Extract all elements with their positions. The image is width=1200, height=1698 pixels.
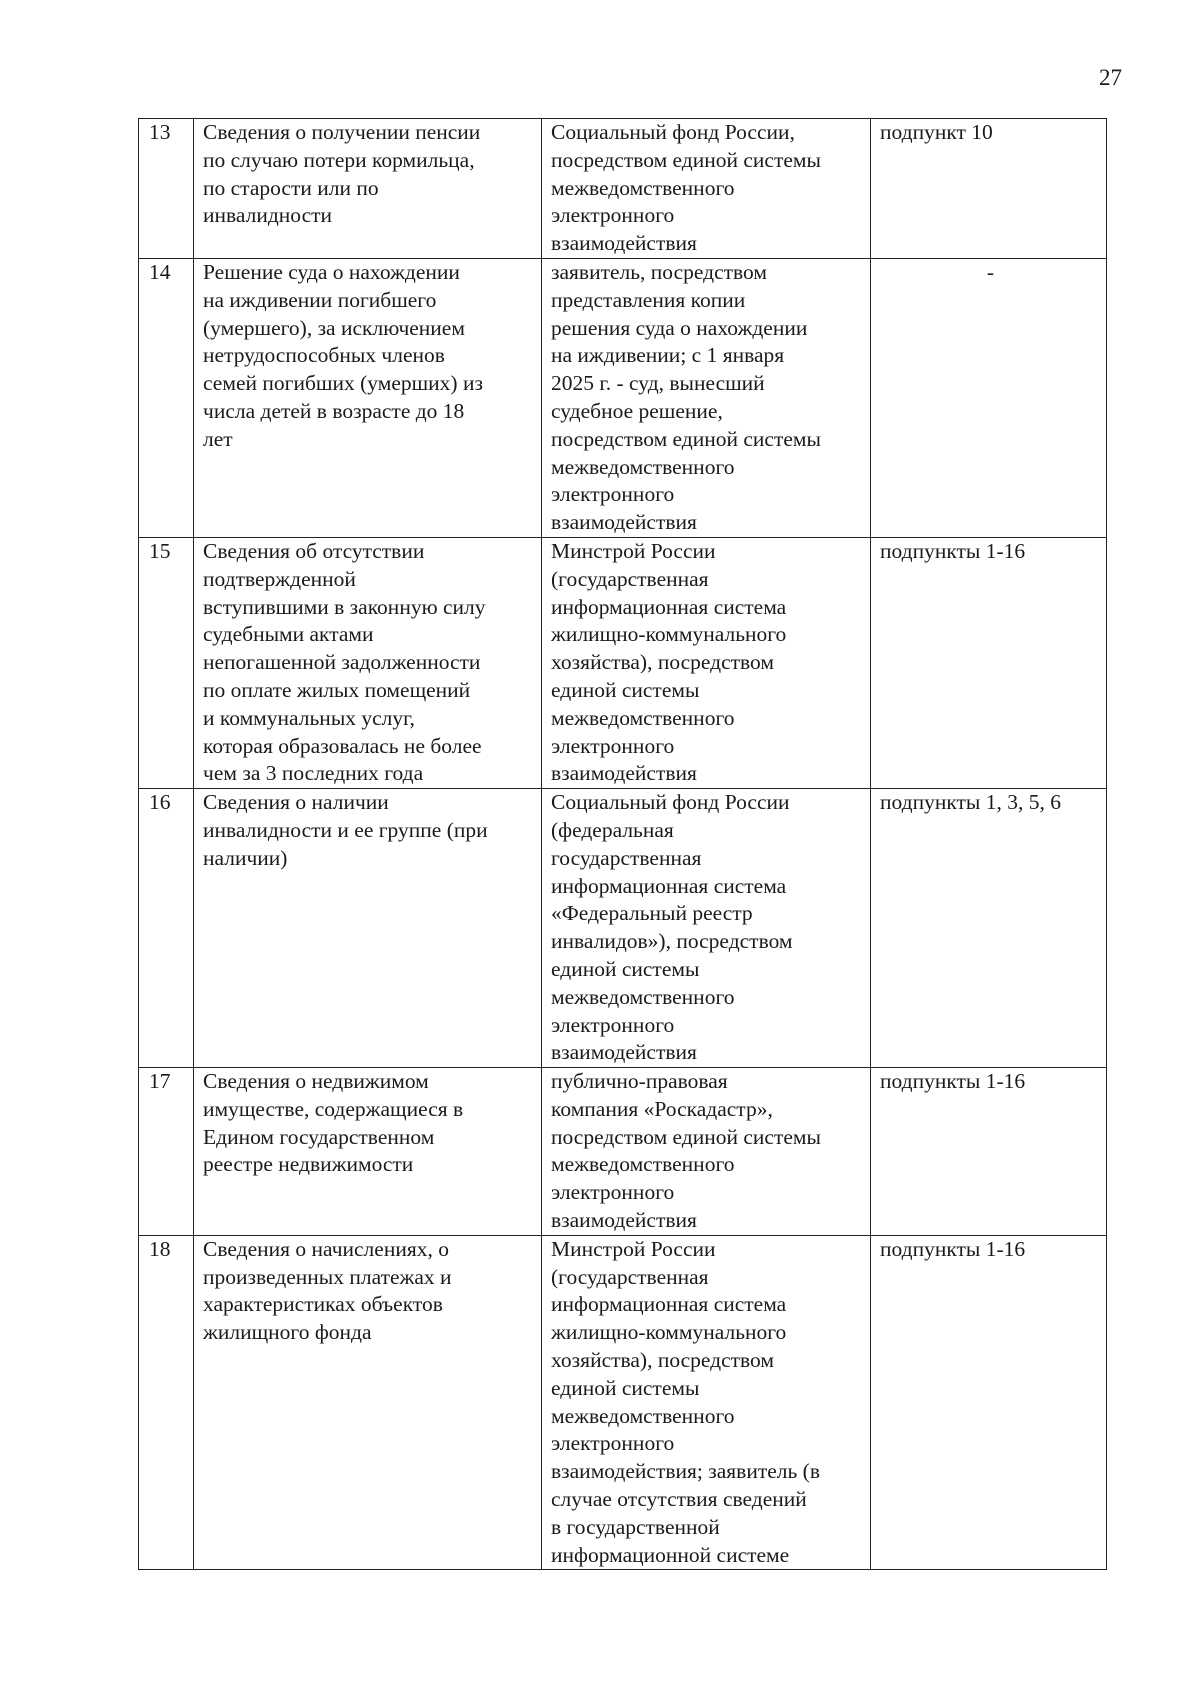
table-row (139, 1235, 1107, 1570)
cell-text-line: единой системы (551, 956, 700, 981)
cell-text-line: взаимодействия (551, 1208, 697, 1233)
basis-cell (871, 537, 1107, 788)
cell-text-line: имуществе, содержащиеся в (203, 1096, 464, 1121)
information-cell (194, 537, 542, 788)
table-row (139, 1068, 1107, 1236)
cell-text-line: по оплате жилых помещений (203, 677, 471, 702)
cell-text-line: (федеральная (551, 817, 674, 842)
cell-text-line: электронного (551, 1431, 675, 1456)
cell-text-line: на иждивении; с 1 января (551, 343, 785, 368)
row-number-cell: 16 (139, 789, 194, 1068)
cell-text-line: нетрудоспособных членов (203, 343, 445, 368)
cell-text-line: межведомственного (551, 705, 735, 730)
cell-text-line: семей погибших (умерших) из (203, 371, 483, 396)
basis-cell (871, 789, 1107, 1068)
cell-text-line: жилищного фонда (203, 1320, 372, 1345)
cell-text-line: наличии) (203, 845, 288, 870)
cell-text-line: посредством единой системы (551, 147, 821, 172)
basis-cell (871, 1068, 1107, 1236)
cell-text-line: Социальный фонд России (551, 790, 790, 815)
cell-text-line: подпункты 1-16 (880, 1069, 1026, 1094)
cell-text-line: подпункты 1-16 (880, 538, 1026, 563)
source-cell (542, 789, 871, 1068)
basis-cell (871, 119, 1107, 259)
cell-text-line: непогашенной задолженности (203, 650, 481, 675)
cell-text-line: судебное решение, (551, 398, 723, 423)
cell-text-line: информационная система (551, 873, 787, 898)
cell-text-line: заявитель, посредством (551, 259, 767, 284)
cell-text-line: подпункты 1-16 (880, 1236, 1026, 1261)
cell-text-line: случае отсутствия сведений (551, 1487, 807, 1512)
cell-text-line: информационная система (551, 594, 787, 619)
cell-text-line: взаимодействия (551, 1040, 697, 1065)
cell-text-line: 2025 г. - суд, вынесший (551, 371, 765, 396)
row-number-cell: 13 (139, 119, 194, 259)
cell-text-line: лет (203, 426, 233, 451)
basis-cell (871, 1235, 1107, 1570)
scan-artifact (1098, 1686, 1178, 1694)
cell-text-line: числа детей в возрасте до 18 (203, 398, 465, 423)
information-cell (194, 258, 542, 537)
cell-text-line: электронного (551, 203, 675, 228)
document-table (138, 118, 1107, 1570)
cell-text-line: электронного (551, 482, 675, 507)
cell-text-line: инвалидов»), посредством (551, 929, 793, 954)
cell-text-line: компания «Роскадастр», (551, 1096, 773, 1121)
cell-text-line: (государственная (551, 1264, 709, 1289)
source-cell (542, 258, 871, 537)
row-number-cell: 14 (139, 258, 194, 537)
row-number-cell: 15 (139, 537, 194, 788)
cell-text-line: судебными актами (203, 622, 374, 647)
cell-text-line: межведомственного (551, 1403, 735, 1428)
cell-text-line: межведомственного (551, 984, 735, 1009)
row-number-cell: 17 (139, 1068, 194, 1236)
cell-text-line: чем за 3 последних года (203, 761, 424, 786)
cell-text-line: взаимодействия; заявитель (в (551, 1459, 820, 1484)
table-row (139, 789, 1107, 1068)
cell-text-line: (умершего), за исключением (203, 315, 465, 340)
cell-text-line: единой системы (551, 677, 700, 702)
information-cell (194, 1235, 542, 1570)
cell-text-line: Едином государственном (203, 1124, 435, 1149)
cell-text-line: характеристиках объектов (203, 1292, 443, 1317)
cell-text-line: Социальный фонд России, (551, 120, 795, 144)
cell-text-line: в государственной (551, 1514, 720, 1539)
cell-text-line: публично-правовая (551, 1069, 728, 1094)
source-cell (542, 119, 871, 259)
cell-text-line: посредством единой системы (551, 426, 821, 451)
cell-text-line: межведомственного (551, 175, 735, 200)
table-row (139, 537, 1107, 788)
cell-text-line: которая образовалась не более (203, 733, 482, 758)
cell-text-line: электронного (551, 1012, 675, 1037)
cell-text-line: Сведения об отсутствии (203, 538, 425, 563)
table-row (139, 258, 1107, 537)
source-cell (542, 1235, 871, 1570)
cell-text-line: Сведения о получении пенсии (203, 120, 481, 144)
cell-text-line: произведенных платежах и (203, 1264, 452, 1289)
cell-text-line: на иждивении погибшего (203, 287, 437, 312)
row-number-cell: 18 (139, 1235, 194, 1570)
cell-text-line: информационной системе (551, 1542, 790, 1567)
cell-text-line: инвалидности (203, 203, 333, 228)
cell-text-line: решения суда о нахождении (551, 315, 808, 340)
information-cell (194, 119, 542, 259)
cell-text-line: взаимодействия (551, 510, 697, 535)
cell-text-line: реестре недвижимости (203, 1152, 414, 1177)
cell-text-line: инвалидности и ее группе (при (203, 817, 488, 842)
cell-text-line: посредством единой системы (551, 1124, 821, 1149)
cell-text-line: Решение суда о нахождении (203, 259, 460, 284)
source-cell (542, 537, 871, 788)
cell-text-line: электронного (551, 733, 675, 758)
table-body (139, 119, 1107, 1570)
cell-text-line: хозяйства), посредством (551, 1348, 774, 1373)
cell-text-line: по случаю потери кормильца, (203, 147, 475, 172)
cell-text-line: межведомственного (551, 1152, 735, 1177)
cell-text-line: представления копии (551, 287, 746, 312)
information-cell (194, 789, 542, 1068)
cell-text-line: Минстрой России (551, 538, 716, 563)
cell-text-line: подтвержденной (203, 566, 356, 591)
cell-text-line: - (986, 259, 995, 284)
cell-text-line: взаимодействия (551, 761, 697, 786)
cell-text-line: межведомственного (551, 454, 735, 479)
cell-text-line: единой системы (551, 1375, 700, 1400)
cell-text-line: вступившими в законную силу (203, 594, 486, 619)
cell-text-line: подпункт 10 (880, 120, 993, 144)
cell-text-line: подпункты 1, 3, 5, 6 (880, 790, 1061, 815)
source-cell (542, 1068, 871, 1236)
basis-cell (871, 258, 1107, 537)
cell-text-line: Сведения о недвижимом (203, 1069, 429, 1094)
information-cell (194, 1068, 542, 1236)
cell-text-line: Сведения о наличии (203, 790, 389, 815)
cell-text-line: (государственная (551, 566, 709, 591)
cell-text-line: «Федеральный реестр (551, 901, 753, 926)
cell-text-line: жилищно-коммунального (551, 1320, 787, 1345)
cell-text-line: взаимодействия (551, 231, 697, 256)
page-number: 27 (1099, 65, 1122, 90)
cell-text-line: электронного (551, 1180, 675, 1205)
cell-text-line: жилищно-коммунального (551, 622, 787, 647)
cell-text-line: хозяйства), посредством (551, 650, 774, 675)
cell-text-line: информационная система (551, 1292, 787, 1317)
cell-text-line: по старости или по (203, 175, 379, 200)
cell-text-line: и коммунальных услуг, (203, 705, 415, 730)
cell-text-line: Минстрой России (551, 1236, 716, 1261)
cell-text-line: Сведения о начислениях, о (203, 1236, 449, 1261)
cell-text-line: государственная (551, 845, 702, 870)
table-row (139, 119, 1107, 259)
